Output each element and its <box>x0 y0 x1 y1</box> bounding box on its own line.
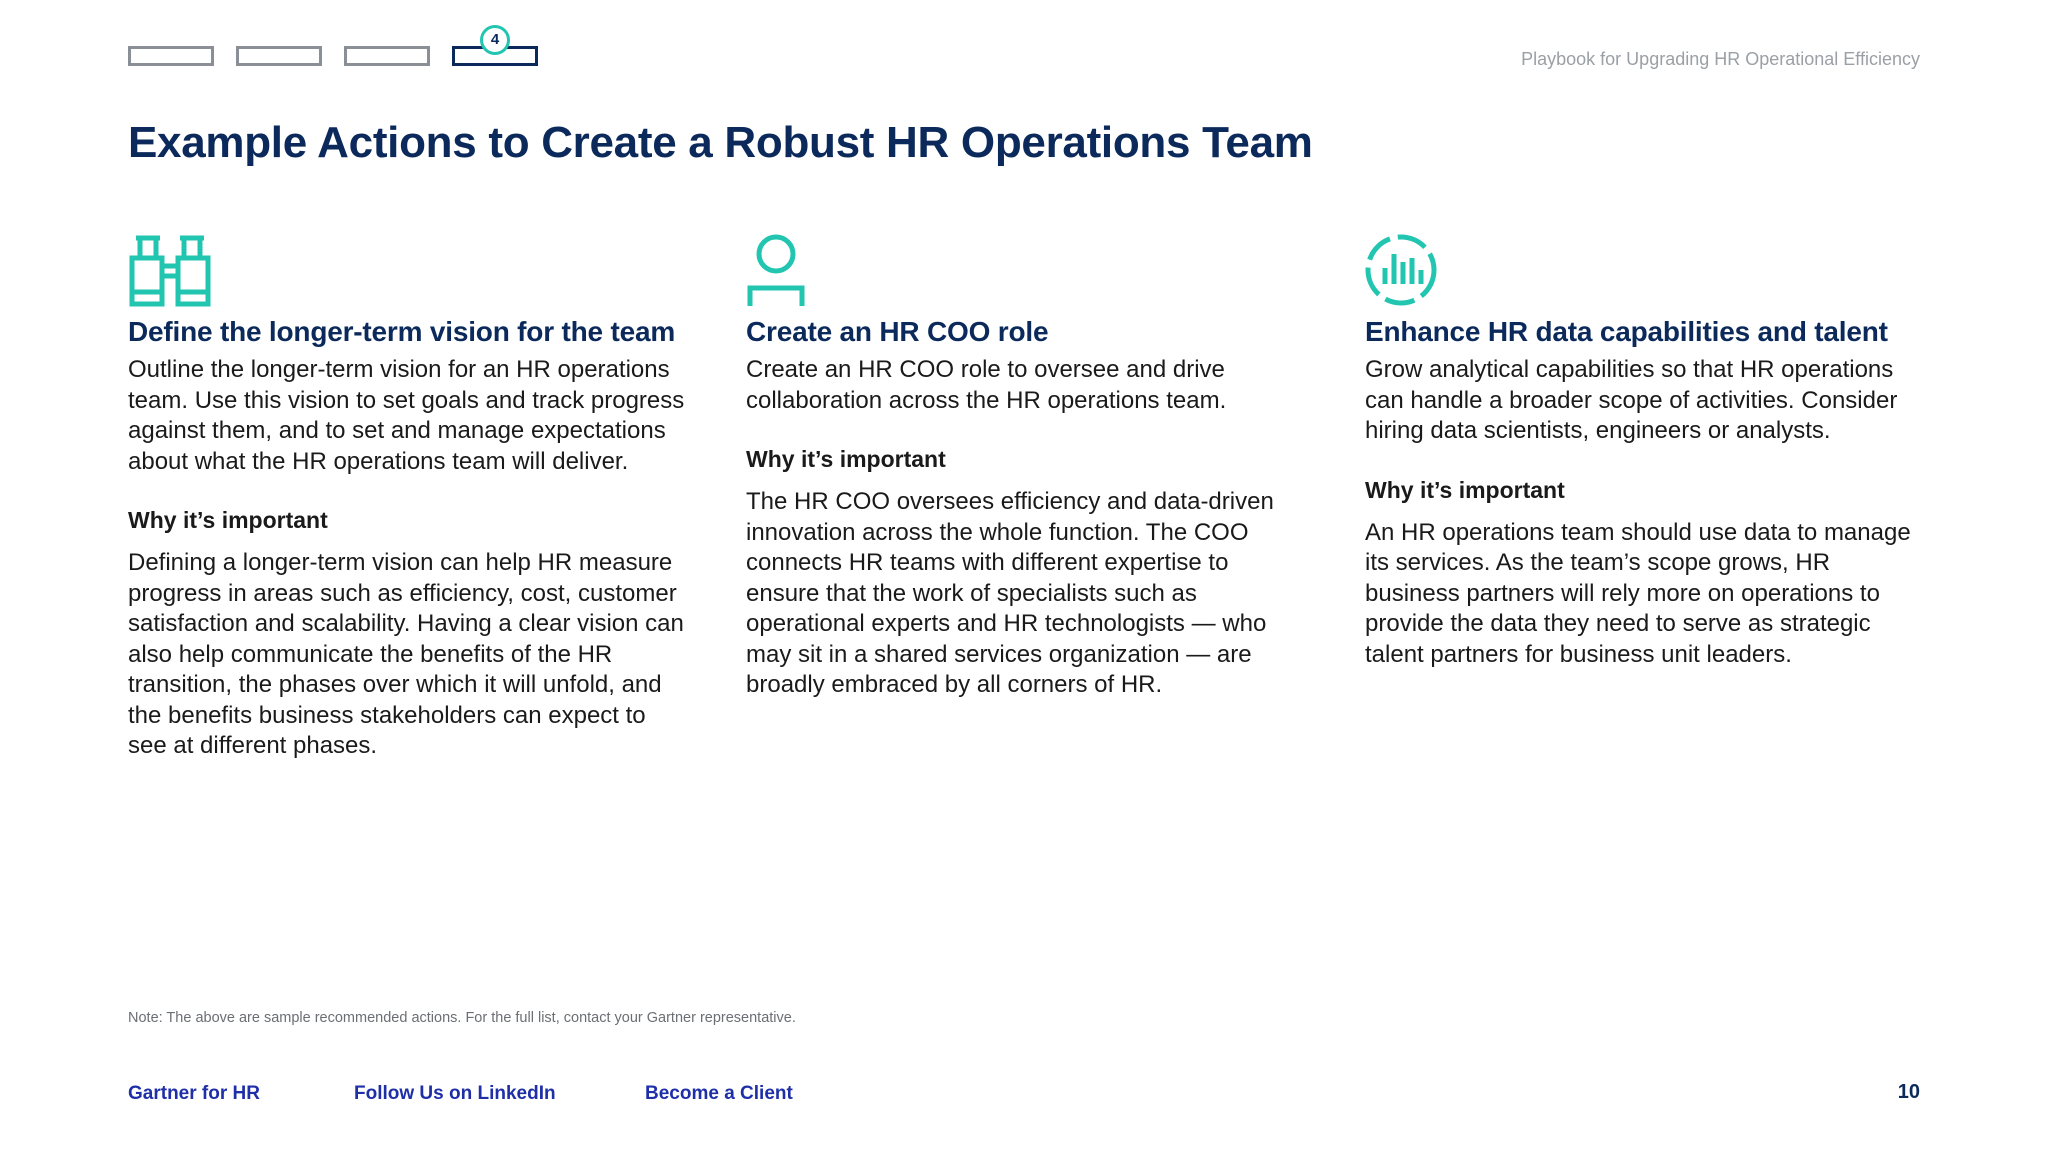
footnote: Note: The above are sample recommended actions. For the full list, contact your Gartner representative. <box>128 1010 796 1026</box>
progress-step-1[interactable] <box>128 46 214 66</box>
why-important-label: Why it’s important <box>746 446 946 472</box>
binoculars-icon <box>128 232 212 308</box>
active-step-number: 4 <box>480 25 510 55</box>
gartner-for-hr-link[interactable]: Gartner for HR <box>128 1083 260 1104</box>
linkedin-link[interactable]: Follow Us on LinkedIn <box>354 1083 556 1104</box>
become-client-link[interactable]: Become a Client <box>645 1083 793 1104</box>
section-progress <box>128 31 538 66</box>
progress-step-2[interactable] <box>236 46 322 66</box>
why-important-body: The HR COO oversees efficiency and data-driven innovation across the whole function. The COO connects HR teams with different expertise to ensure that the work of specialists such as operational experts and HR technologists — who may sit in a shared services organization — are broadly embraced by all corners of HR. <box>746 488 1274 698</box>
column-body: Grow analytical capabilities so that HR operations can handle a broader scope of activities. Consider hiring data scientists, engineers or analysts. <box>1365 356 1898 444</box>
progress-step-3[interactable] <box>344 46 430 66</box>
analytics-chart-icon <box>1365 232 1449 308</box>
person-icon <box>746 232 830 308</box>
why-important-label: Why it’s important <box>128 507 328 533</box>
why-important-body: Defining a longer-term vision can help HR measure progress in areas such as efficiency, cost, customer satisfaction and scalability. Having a clear vision can also help communicate the benefits of the HR transition, the phases over which it will unfold, and the benefits business stakeholders can expect to see at different phases. <box>128 549 684 759</box>
progress-step-4-active[interactable] <box>452 31 538 66</box>
column-hr-coo <box>746 232 1306 701</box>
column-heading: Define the longer-term vision for the team <box>128 316 676 347</box>
why-important-label: Why it’s important <box>1365 476 1565 503</box>
page-number: 10 <box>1897 1081 1920 1103</box>
document-title: Playbook for Upgrading HR Operational Efficiency <box>1521 49 1920 69</box>
column-heading: Create an HR COO role <box>746 316 1049 347</box>
why-important-body: An HR operations team should use data to manage its services. As the team’s scope grows, HR business partners will rely more on operations to provide the data they need to serve as strategic talent partners for business unit leaders. <box>1365 518 1911 668</box>
column-body: Outline the longer-term vision for an HR operations team. Use this vision to set goals and track progress against them, and to set and manage expectations about what the HR operations team will deliver. <box>128 356 685 475</box>
column-body: Create an HR COO role to oversee and drive collaboration across the HR operations team. <box>746 356 1227 414</box>
column-data-capabilities <box>1365 232 1925 670</box>
column-heading: Enhance HR data capabilities and talent <box>1365 316 1888 347</box>
page-title: Example Actions to Create a Robust HR Operations Team <box>128 118 1313 167</box>
column-vision <box>128 232 688 762</box>
